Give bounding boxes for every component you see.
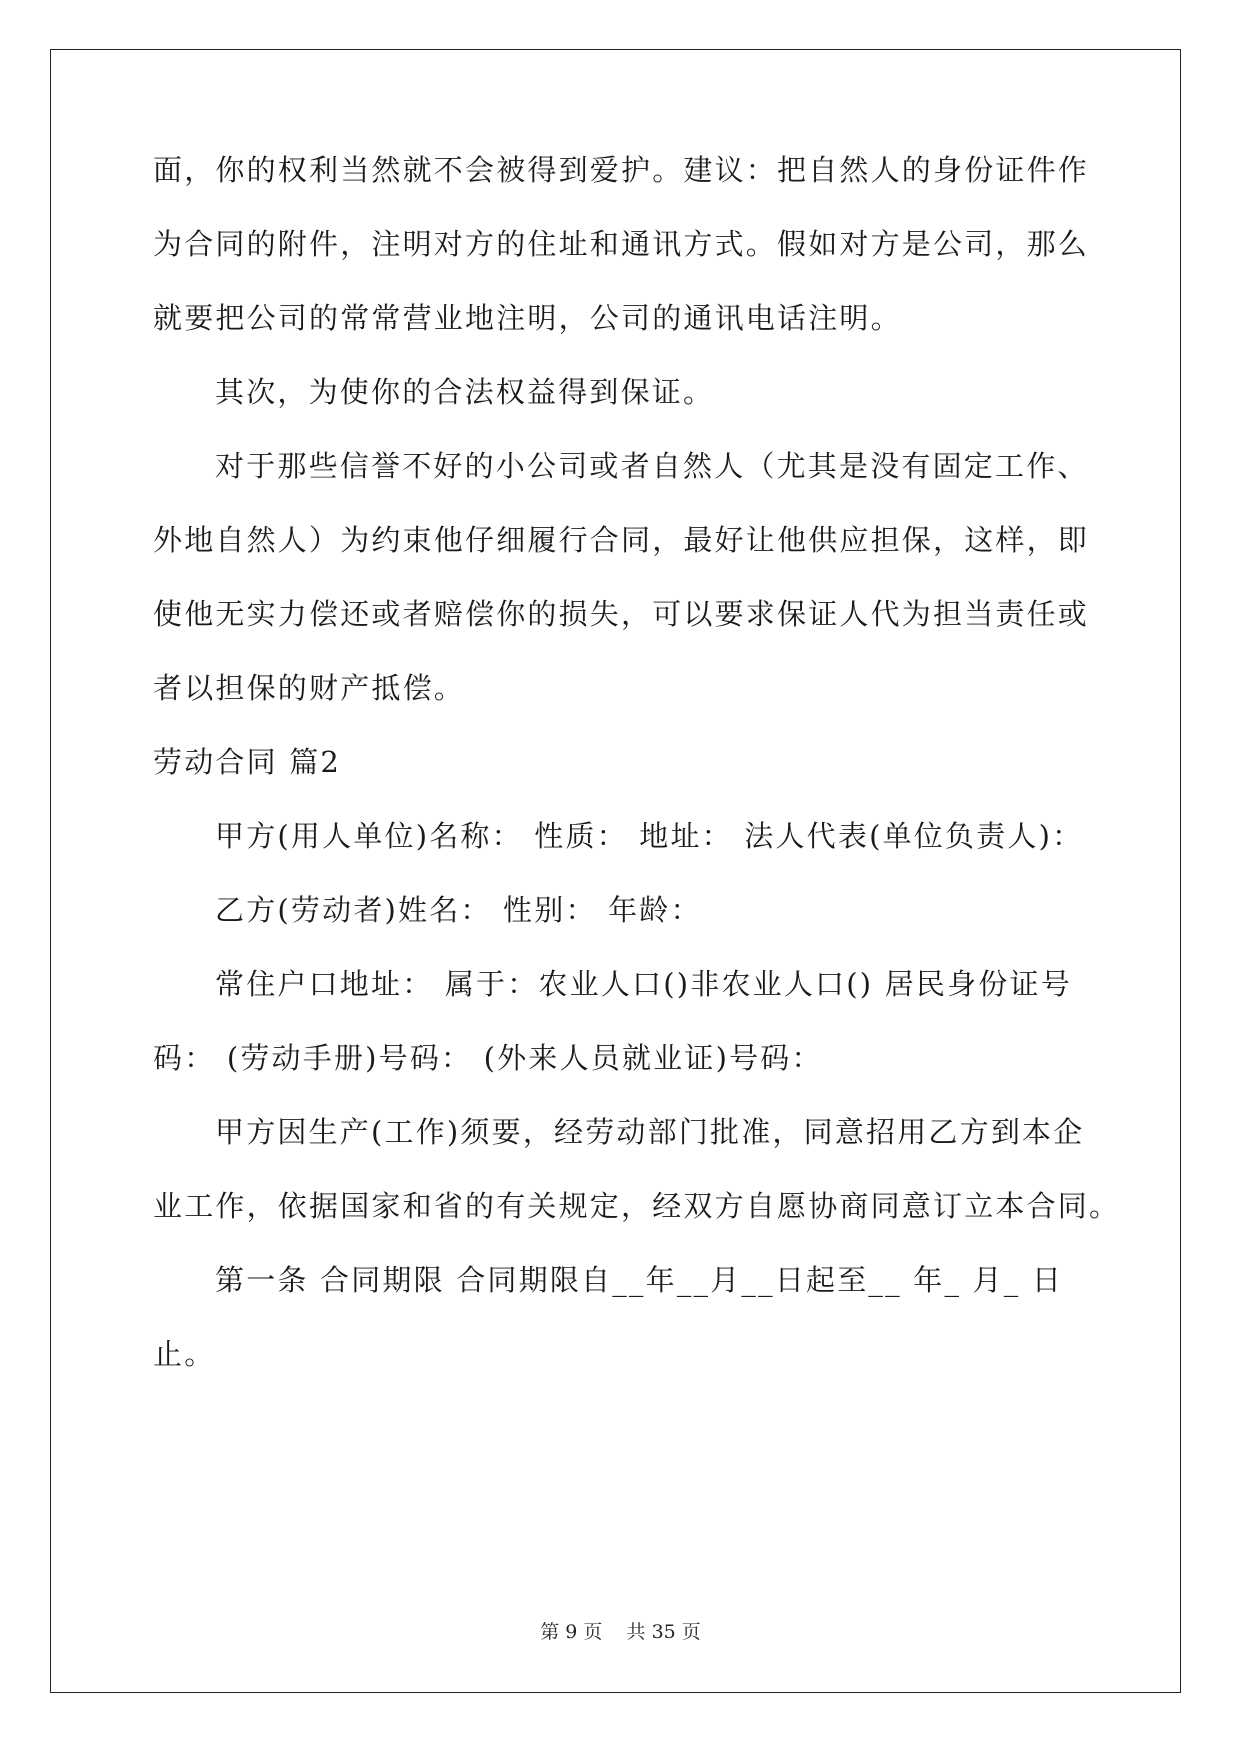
text-line-5: 对于那些信誉不好的小公司或者自然人（尤其是没有固定工作、	[215, 449, 1089, 483]
text-line-10: 甲方(用人单位)名称： 性质： 地址： 法人代表(单位负责人)：	[215, 819, 1084, 853]
text-line-16: 第一条 合同期限 合同期限自__年__月__日起至__ 年_ 月_ 日	[215, 1263, 1064, 1297]
page-footer	[0, 1620, 1241, 1644]
text-line-14: 甲方因生产(工作)须要，经劳动部门批准，同意招用乙方到本企	[215, 1115, 1085, 1149]
text-line-2: 为合同的附件，注明对方的住址和通讯方式。假如对方是公司，那么	[153, 227, 1090, 261]
text-line-3: 就要把公司的常常营业地注明，公司的通讯电话注明。	[153, 301, 902, 335]
page-border	[50, 49, 1181, 1693]
text-line-17: 止。	[153, 1337, 216, 1371]
text-line-4: 其次，为使你的合法权益得到保证。	[215, 375, 715, 409]
page-number: 第 9 页 共 35 页	[540, 1621, 701, 1643]
section-heading: 劳动合同 篇2	[153, 745, 342, 779]
text-line-11: 乙方(劳动者)姓名： 性别： 年龄：	[215, 893, 702, 927]
text-line-8: 者以担保的财产抵偿。	[153, 671, 466, 705]
text-line-13: 码： (劳动手册)号码： (外来人员就业证)号码：	[153, 1041, 823, 1075]
text-line-15: 业工作，依据国家和省的有关规定，经双方自愿协商同意订立本合同。	[153, 1189, 1121, 1223]
text-line-7: 使他无实力偿还或者赔偿你的损失，可以要求保证人代为担当责任或	[153, 597, 1090, 631]
text-line-6: 外地自然人）为约束他仔细履行合同，最好让他供应担保，这样，即	[153, 523, 1090, 557]
text-line-1: 面，你的权利当然就不会被得到爱护。建议：把自然人的身份证件作	[153, 153, 1090, 187]
text-line-12: 常住户口地址： 属于：农业人口()非农业人口() 居民身份证号	[215, 967, 1072, 1001]
